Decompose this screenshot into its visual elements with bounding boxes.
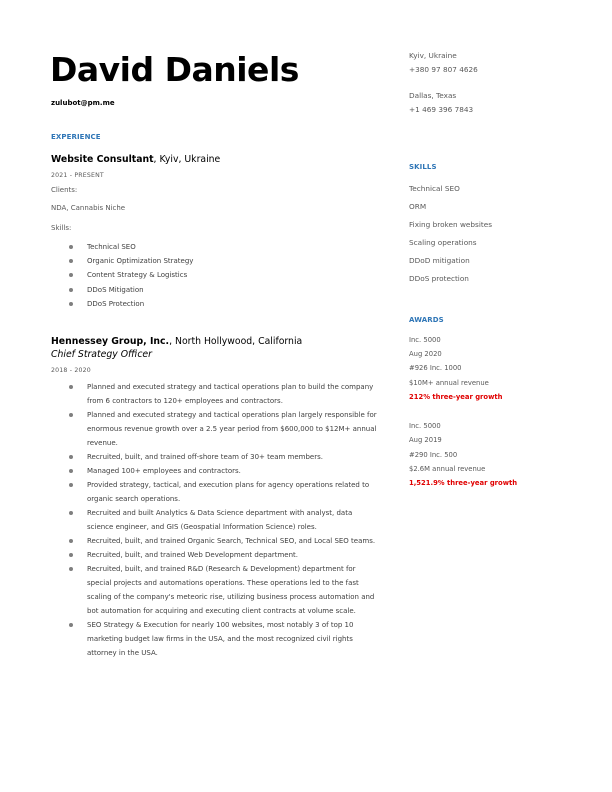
experience-heading: EXPERIENCE: [51, 133, 101, 141]
list-item: Recruited, built, and trained Organic Search, Technical SEO, and Local SEO teams.: [69, 534, 377, 548]
list-item: Planned and executed strategy and tactical operations plan largely responsible for enormous revenue growth over a 2.5 year period from $600,000 to $12M+ annual revenue.: [69, 408, 377, 450]
list-item: Content Strategy & Logistics: [69, 268, 193, 282]
job-duties-list: [69, 380, 377, 660]
contact-city-1: Kyiv, Ukraine: [409, 51, 457, 60]
skill-item: DDoD mitigation: [409, 256, 470, 265]
skill-item: Fixing broken websites: [409, 220, 493, 229]
job-role-2: Chief Strategy Officer: [51, 349, 152, 360]
list-item: Organic Optimization Strategy: [69, 254, 193, 268]
contact-phone-1[interactable]: +380 97 807 4626: [409, 65, 478, 74]
email-link[interactable]: zulubot@pm.me: [51, 99, 115, 107]
job-title-2: [51, 336, 302, 347]
list-item: Recruited, built, and trained off-shore team of 30+ team members.: [69, 450, 377, 464]
skill-item: ORM: [409, 202, 427, 211]
list-item: DDoS Mitigation: [69, 283, 193, 297]
skill-item: Scaling operations: [409, 238, 477, 247]
award-date-1: Aug 2020: [409, 350, 442, 358]
job-location-1: , Kyiv, Ukraine: [153, 154, 221, 165]
skill-item: DDoS protection: [409, 274, 469, 283]
award-growth-1: 212% three-year growth: [409, 393, 503, 401]
list-item: Technical SEO: [69, 240, 193, 254]
contact-phone-2[interactable]: +1 469 396 7843: [409, 105, 474, 114]
list-item: Recruited and built Analytics & Data Science department with analyst, data science engineer, and GIS (Geospatial Information Science) roles.: [69, 506, 377, 534]
list-item: Planned and executed strategy and tactical operations plan to build the company from 6 contractors to 120+ employees and contractors.: [69, 380, 377, 408]
list-item: DDoS Protection: [69, 297, 193, 311]
job-employer-1: Website Consultant: [51, 154, 154, 165]
award-revenue-2: $2.6M annual revenue: [409, 465, 486, 473]
awards-heading: AWARDS: [409, 316, 444, 324]
job-skills-list: [69, 240, 193, 311]
list-item: Managed 100+ employees and contractors.: [69, 464, 377, 478]
clients-value: NDA, Cannabis Niche: [51, 204, 126, 212]
list-item: Provided strategy, tactical, and execution plans for agency operations related to organic search operations.: [69, 478, 377, 506]
job-location-2: , North Hollywood, California: [169, 336, 303, 347]
skills-heading: SKILLS: [409, 163, 437, 171]
list-item: Recruited, built, and trained Web Development department.: [69, 548, 377, 562]
job-dates-1: 2021 - PRESENT: [51, 172, 104, 179]
skill-item: Technical SEO: [409, 184, 460, 193]
list-item: Recruited, built, and trained R&D (Research & Development) department for special projects and automations operations. These operations led to the fast scaling of the company's meteoric rise, utilizing business process automation and bot automation for acquiring and executing client contracts at volume scale.: [69, 562, 377, 618]
job-employer-2: Hennessey Group, Inc.: [51, 336, 170, 347]
contact-city-2: Dallas, Texas: [409, 91, 457, 100]
award-date-2: Aug 2019: [409, 436, 442, 444]
list-item: SEO Strategy & Execution for nearly 100 websites, most notably 3 of top 10 marketing budget law firms in the USA, and the most recognized civil rights attorney in the USA.: [69, 618, 377, 660]
award-name-1: Inc. 5000: [409, 336, 441, 344]
award-growth-2: 1,521.9% three-year growth: [409, 479, 518, 487]
award-rank-2: #290 Inc. 500: [409, 451, 458, 459]
award-rank-1: #926 Inc. 1000: [409, 364, 462, 372]
job-title-1: [51, 154, 220, 165]
award-revenue-1: $10M+ annual revenue: [409, 379, 489, 387]
clients-label: Clients:: [51, 186, 78, 194]
award-name-2: Inc. 5000: [409, 422, 441, 430]
job-dates-2: 2018 - 2020: [51, 367, 91, 374]
skills-label: Skills:: [51, 224, 72, 232]
candidate-name: David Daniels: [50, 50, 299, 89]
